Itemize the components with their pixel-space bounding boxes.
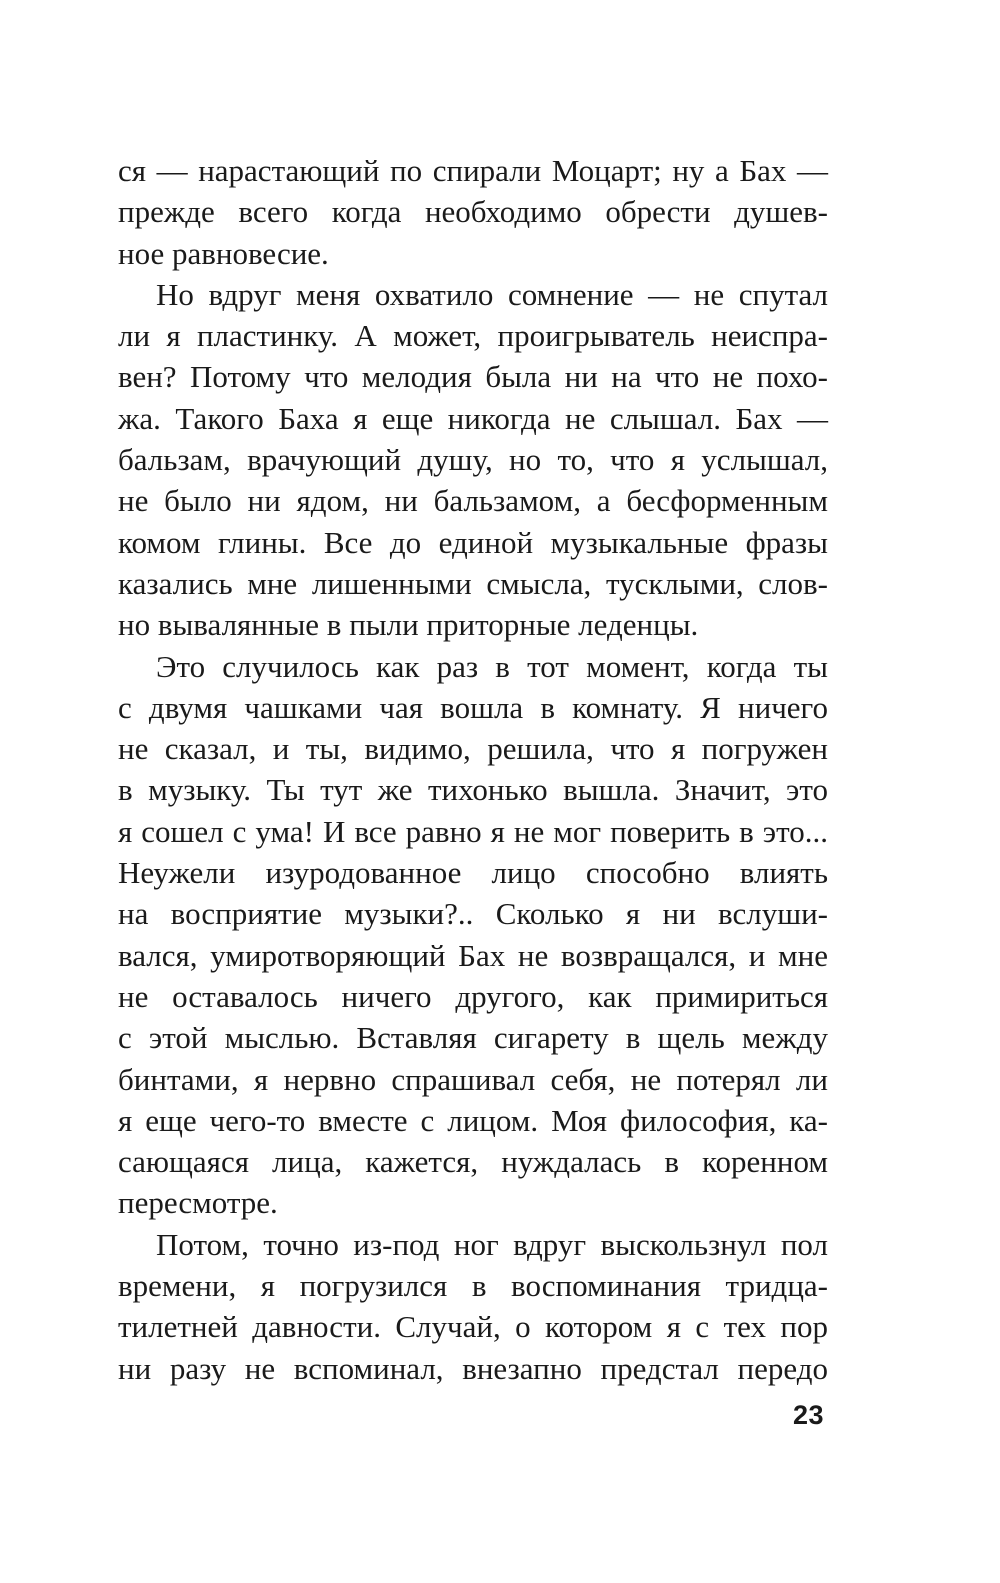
paragraph [118,1224,828,1389]
paragraph [118,150,828,274]
paragraph [118,274,828,646]
text-line: ное равновесие. [118,235,329,271]
text-line: бинтами, я нервно спрашивал себя, не потерял ли [118,1061,828,1097]
text-line: вался, умиротворяющий Бах не возвращался, и мне [118,937,828,973]
text-line: ся — нарастающий по спирали Моцарт; ну а Бах — [118,153,828,188]
text-line: сающаяся лица, кажется, нуждалась в коренном [118,1144,828,1180]
text-line: я сошел с ума! И все равно я не мог поверить в это... [118,813,828,849]
text-line: Потом, точно из-под ног вдруг выскользнул пол [156,1226,828,1262]
text-line: бальзам, врачующий душу, но то, что я услышал, [118,442,828,478]
text-line: жа. Такого Баха я еще никогда не слышал. Бах — [118,400,828,436]
text-line: не оставалось ничего другого, как примириться [118,978,828,1014]
text-line: комом глины. Все до единой музыкальные фразы [118,524,828,560]
text-line: казались мне лишенными смысла, тусклыми, слов- [118,565,828,601]
text-line: вен? Потому что мелодия была ни на что не похо- [118,359,828,395]
text-line: но вывалянные в пыли приторные леденцы. [118,607,699,643]
text-line: на восприятие музыки?.. Сколько я ни вслуши- [118,896,828,932]
text-line: пересмотре. [118,1185,278,1221]
text-line: Неужели изуродованное лицо способно влиять [118,855,828,891]
text-line: не сказал, и ты, видимо, решила, что я погружен [118,731,828,767]
body-text [118,150,828,1389]
text-line: в музыку. Ты тут же тихонько вышла. Значит, это [118,772,828,808]
text-line: с этой мыслью. Вставляя сигарету в щель между [118,1020,828,1056]
text-line: Это случилось как раз в тот момент, когда ты [156,648,828,684]
text-line: прежде всего когда необходимо обрести душев- [118,194,828,230]
paragraph [118,646,828,1224]
text-line: не было ни ядом, ни бальзамом, а бесформенным [118,483,828,519]
text-line: Но вдруг меня охватило сомнение — не спутал [156,276,828,312]
text-line: ли я пластинку. А может, проигрыватель неиспра- [118,318,828,354]
text-line: я еще чего-то вместе с лицом. Моя философия, ка- [118,1102,828,1138]
text-line: тилетней давности. Случай, о котором я с тех пор [118,1309,828,1345]
text-line: ни разу не вспоминал, внезапно предстал передо [118,1350,828,1386]
text-line: времени, я погрузился в воспоминания тридца- [118,1268,828,1304]
page-number: 23 [792,1400,824,1430]
text-line: с двумя чашками чая вошла в комнату. Я ничего [118,689,828,725]
